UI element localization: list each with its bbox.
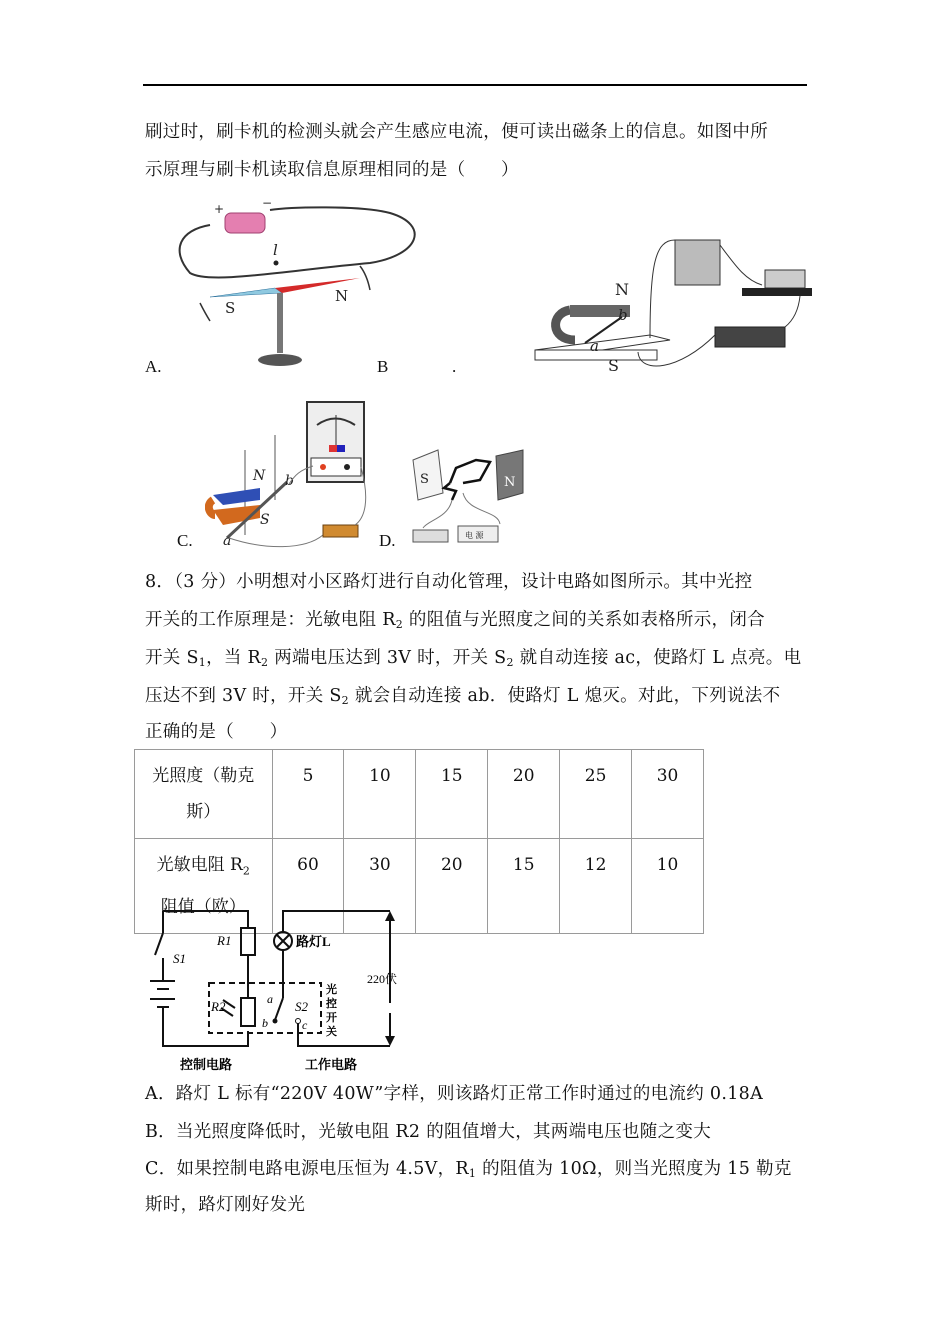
answer-option-b: B．当光照度降低时，光敏电阻 R2 的阻值增大，其两端电压也随之变大 bbox=[145, 1122, 711, 1142]
r1-label: R1 bbox=[217, 933, 232, 948]
q8-line2: 开关的工作原理是：光敏电阻 $R_2$ 的阻值与光照度之间的关系如表格所示，闭合 bbox=[145, 610, 765, 631]
option-d-label: D. bbox=[379, 531, 396, 550]
contact-a-label: a bbox=[267, 992, 273, 1006]
s1-label: S1 bbox=[173, 951, 186, 966]
figure-c-galvanometer bbox=[205, 400, 370, 550]
svg-text:光: 光 bbox=[326, 984, 337, 996]
q8-line3: 开关 $S_1$，当 $R_2$ 两端电压达到 3V 时，开关 $S_2$ 就自动连接 ac，使路灯 L 点亮。电 bbox=[145, 648, 802, 669]
north-label: N bbox=[504, 475, 516, 490]
table-cell: 60 bbox=[272, 839, 344, 934]
table-cell: 30 bbox=[344, 839, 416, 934]
row-header-resistance: 光敏电阻 $R_2$ 阻值（欧） bbox=[135, 839, 273, 934]
b-label: b bbox=[285, 473, 294, 489]
q7-stem-line2: 示原理与刷卡机读取信息原理相同的是（ ） bbox=[145, 160, 519, 180]
option-a-label: A. bbox=[145, 357, 162, 376]
table-cell: 10 bbox=[344, 750, 416, 839]
a-label: a bbox=[590, 337, 599, 355]
north-label: N bbox=[253, 468, 266, 484]
table-row-illuminance bbox=[135, 750, 704, 839]
header-rule bbox=[143, 84, 807, 86]
plus-sign: + bbox=[214, 202, 225, 216]
q8-line4: 压达不到 3V 时，开关 $S_2$ 就会自动连接 ab．使路灯 L 熄灭。对此，下列说法不 bbox=[145, 686, 781, 707]
contact-b-label: b bbox=[262, 1016, 268, 1030]
option-b-dot: . bbox=[452, 357, 457, 376]
table-cell: 10 bbox=[632, 839, 704, 934]
minus-sign: − bbox=[262, 196, 273, 210]
b-label: b bbox=[618, 306, 628, 324]
lamp-label: 路灯L bbox=[296, 934, 331, 949]
svg-text:关: 关 bbox=[326, 1026, 337, 1038]
north-label: N bbox=[335, 287, 349, 305]
table-cell: 12 bbox=[560, 839, 632, 934]
table-cell: 20 bbox=[488, 750, 560, 839]
svg-text:控: 控 bbox=[326, 998, 337, 1010]
south-label: S bbox=[420, 472, 429, 487]
figure-b-apparatus bbox=[530, 205, 815, 375]
table-cell: 15 bbox=[416, 750, 488, 839]
voltage-label: 220伏 bbox=[367, 972, 398, 986]
row-header-illuminance: 光照度（勒克 斯） bbox=[135, 750, 273, 839]
power-label: 电 源 bbox=[465, 531, 484, 540]
option-b-label: B bbox=[377, 357, 389, 376]
s2-label: S2 bbox=[295, 999, 308, 1014]
wire-label: l bbox=[273, 241, 278, 259]
table-cell: 25 bbox=[560, 750, 632, 839]
option-c-label: C. bbox=[177, 531, 193, 550]
south-label: S bbox=[608, 356, 619, 375]
table-cell: 30 bbox=[632, 750, 704, 839]
answer-option-a: A．路灯 L 标有“220V 40W”字样，则该路灯正常工作时通过的电流约 0.18A bbox=[145, 1084, 764, 1104]
answer-option-c: C．如果控制电路电源电压恒为 4.5V，$R_1$ 的阻值为 10Ω，则当光照度为 15 勒克 bbox=[145, 1159, 792, 1180]
answer-option-c-line2: 斯时，路灯刚好发光 bbox=[145, 1195, 306, 1215]
a-label: a bbox=[223, 533, 232, 549]
r2-label: R2 bbox=[211, 999, 226, 1014]
table-cell: 5 bbox=[272, 750, 344, 839]
table-cell: 15 bbox=[488, 839, 560, 934]
north-label: N bbox=[615, 280, 629, 299]
q8-line5: 正确的是（ ） bbox=[145, 722, 288, 742]
control-circuit-label: 控制电路 bbox=[180, 1057, 233, 1072]
table-cell: 20 bbox=[416, 839, 488, 934]
street-light-circuit-diagram bbox=[145, 903, 415, 1075]
svg-text:开: 开 bbox=[326, 1012, 337, 1024]
figure-d-generator bbox=[408, 448, 528, 548]
work-circuit-label: 工作电路 bbox=[305, 1057, 358, 1072]
south-label: S bbox=[260, 512, 270, 528]
q8-line1: 8．（3 分）小明想对小区路灯进行自动化管理，设计电路如图所示。其中光控 bbox=[145, 572, 753, 592]
contact-c-label: c bbox=[302, 1018, 308, 1032]
south-label: S bbox=[225, 299, 236, 317]
q7-stem-line1: 刷过时，刷卡机的检测头就会产生感应电流，便可读出磁条上的信息。如图中所 bbox=[145, 122, 768, 142]
figure-a-oersted bbox=[170, 195, 430, 375]
